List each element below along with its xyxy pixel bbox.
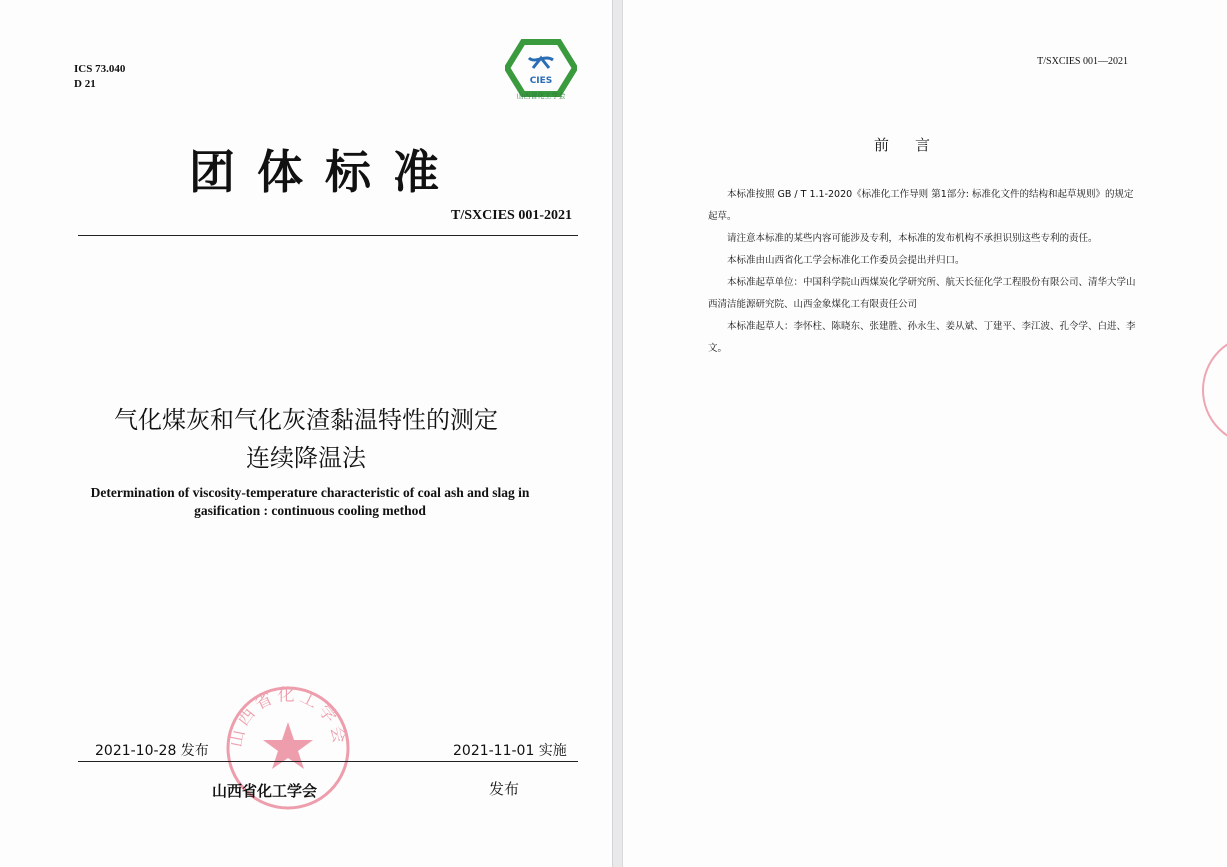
doc-type-heading: 团体标准 (189, 145, 461, 199)
standard-number: T/SXCIES 001-2021 (451, 208, 572, 223)
preface-paragraph: 本标准由山西省化工学会标准化工作委员会提出并归口。 (727, 255, 965, 266)
header-standard-code: T/SXCIES 001—2021 (1037, 56, 1128, 67)
logo-text: CIES (529, 76, 553, 86)
seal-text: 山西省化工学会 (226, 685, 350, 749)
preface-paragraph: 本标准起草人：李怀柱、陈晓东、张建胜、孙永生、姜从斌、丁建平、李江波、孔令学、白进、李文。 (708, 321, 1136, 354)
issue-date: 2021-10-28 发布 (95, 743, 209, 759)
ics-code: ICS 73.040 (74, 63, 126, 75)
preface-title: 前言 (873, 136, 956, 154)
issuing-organization: 山西省化工学会 (212, 782, 318, 800)
cn-title-line1: 气化煤灰和气化灰渣黏温特性的测定 (114, 406, 498, 434)
partial-seal-icon (1198, 330, 1227, 450)
header-divider (78, 235, 578, 236)
publish-label: 发布 (489, 780, 520, 798)
effective-date: 2021-11-01 实施 (453, 743, 567, 759)
preface-paragraph: 本标准起草单位：中国科学院山西煤炭化学研究所、航天长征化学工程股份有限公司、清华大学山西清洁能源研究院、山西金象煤化工有限责任公司 (708, 277, 1136, 310)
preface-body (708, 184, 1138, 360)
en-title: Determination of viscosity-temperature characteristic of coal ash and slag in gasification : continuous cooling method (90, 485, 530, 518)
logo-caption: 山西省化工学会 (516, 92, 566, 100)
cn-title-line2: 连续降温法 (246, 444, 366, 472)
category-code: D 21 (74, 78, 96, 90)
preface-paragraph: 请注意本标准的某些内容可能涉及专利，本标准的发布机构不承担识别这些专利的责任。 (727, 233, 1098, 244)
ics-block (74, 62, 125, 92)
cover-page (0, 0, 613, 867)
footer-divider (78, 761, 578, 762)
preface-paragraph: 本标准按照 GB / T 1.1-2020《标准化工作导则 第1部分: 标准化文件的结构和起草规则》的规定起草。 (708, 189, 1134, 222)
preface-page (622, 0, 1227, 867)
